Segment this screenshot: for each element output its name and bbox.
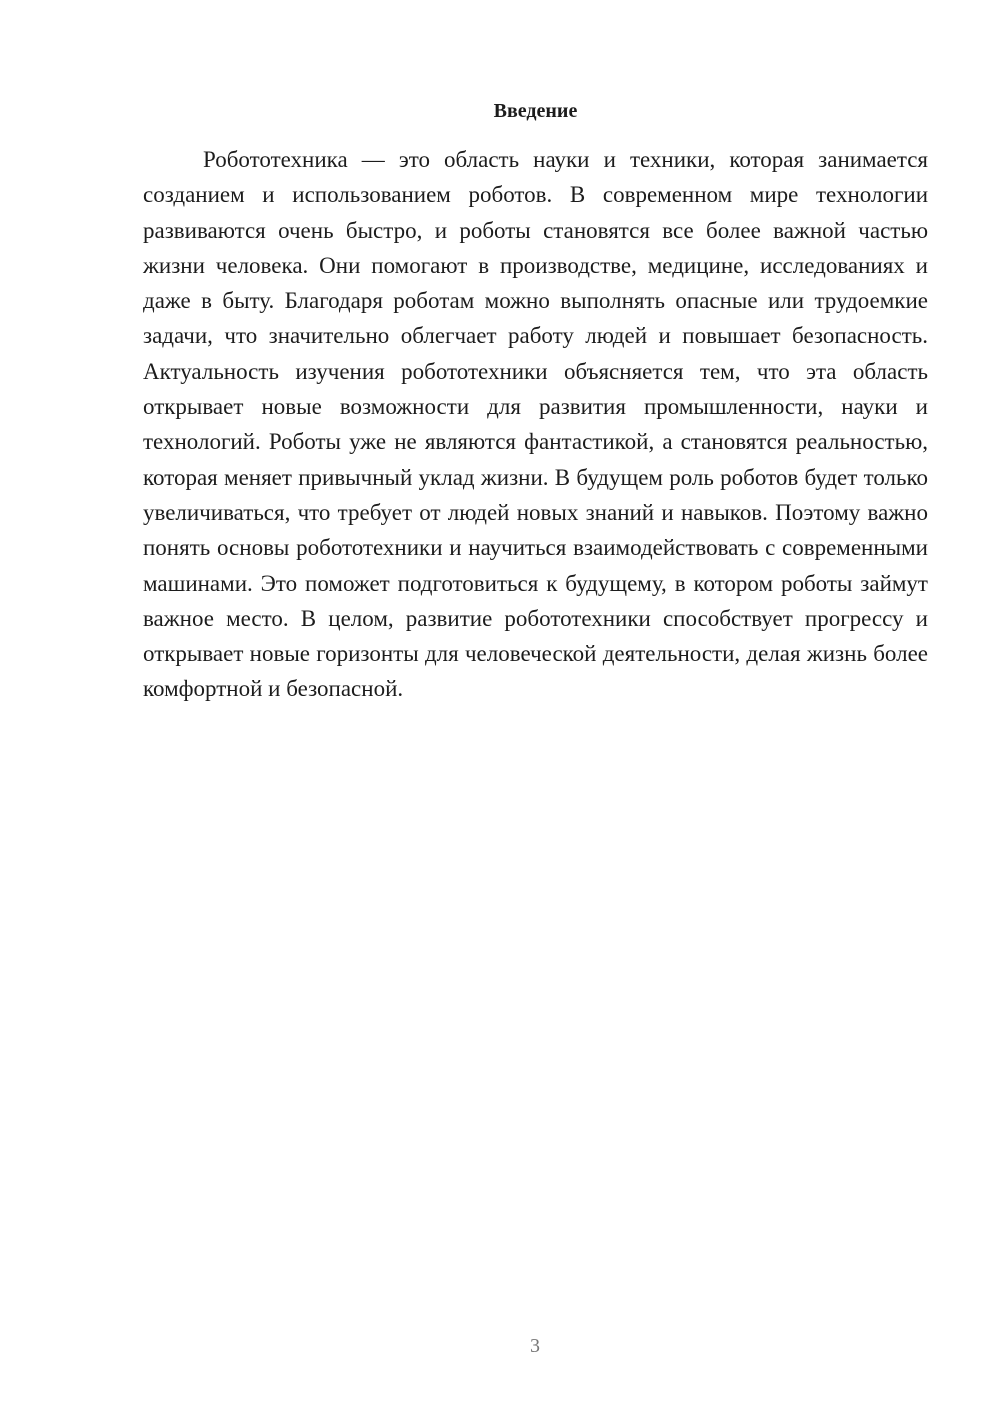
section-heading: Введение xyxy=(493,100,578,122)
introduction-paragraph: Робототехника — это область науки и техники, которая занимается созданием и использованием роботов. В современном мире технологии развиваются очень быстро, и роботы становятся все более важной частью жизни человека. Они помогают в производстве, медицине, исследованиях и даже в быту. Благодаря роботам можно выполнять опасные или трудоемкие задачи, что значительно облегчает работу людей и повышает безопасность. Актуальность изучения робототехники объясняется тем, что эта область открывает новые возможности для развития промышленности, науки и технологий. Роботы уже не являются фантастикой, а становятся реальностью, которая меняет привычный уклад жизни. В будущем роль роботов будет только увеличиваться, что требует от людей новых знаний и навыков. Поэтому важно понять основы робототехники и научиться взаимодействовать с современными машинами. Это поможет подготовиться к будущему, в котором роботы займут важное место. В целом, развитие робототехники способствует прогрессу и открывает новые горизонты для человеческой деятельности, делая жизнь более комфортной и безопасной. xyxy=(143,147,928,702)
page-number: 3 xyxy=(530,1335,540,1357)
